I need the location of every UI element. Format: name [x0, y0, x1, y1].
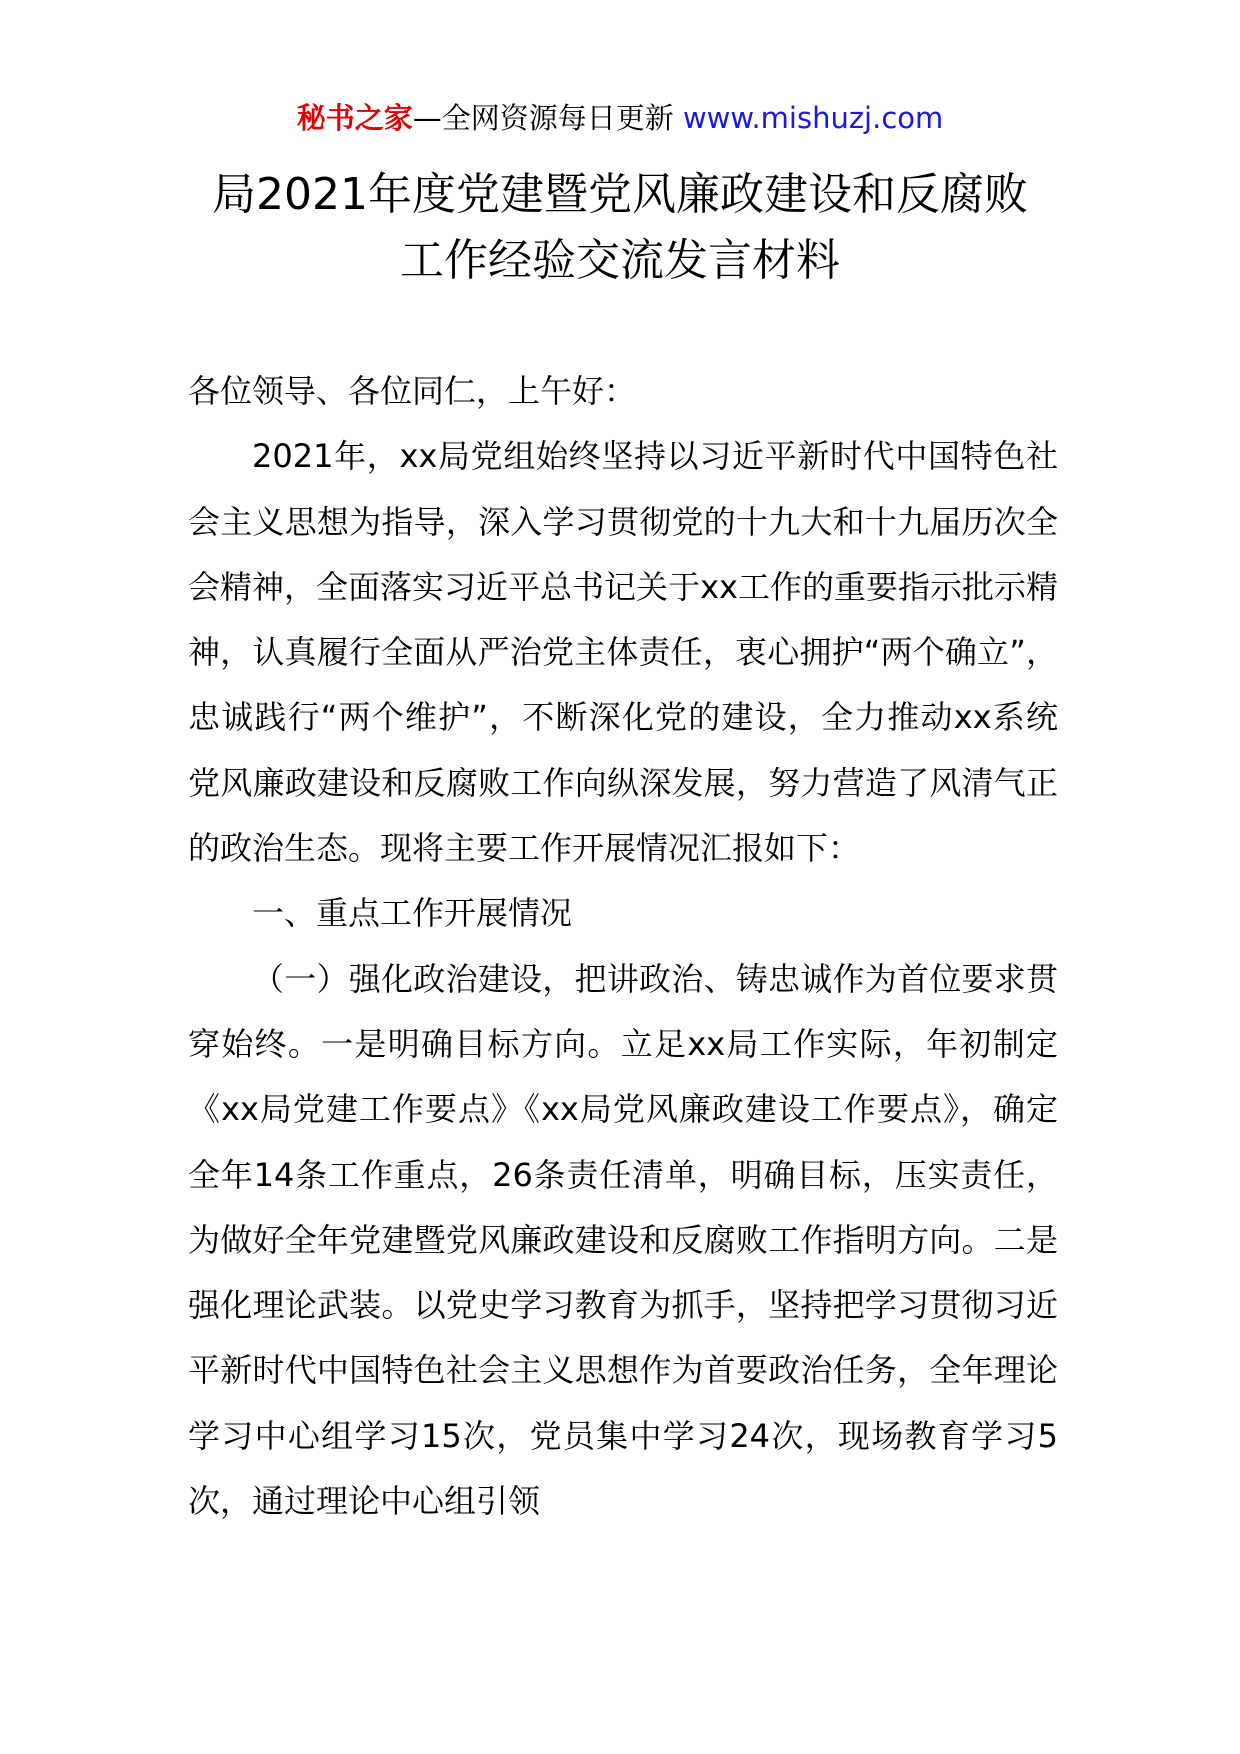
header-slogan: —全网资源每日更新: [412, 101, 683, 135]
intro-paragraph: 2021年，xx局党组始终坚持以习近平新时代中国特色社会主义思想为指导，深入学习贯彻党的十九大和十九届历次全会精神，全面落实习近平总书记关于xx工作的重要指示批示精神，认真履行全面从严治党主体责任，衷心拥护“两个确立”，忠诚践行“两个维护”，不断深化党的建设，全力推动xx系统党风廉政建设和反腐败工作向纵深发展，努力营造了风清气正的政治生态。现将主要工作开展情况汇报如下：: [188, 437, 1058, 868]
section-heading: 一、重点工作开展情况: [252, 894, 573, 933]
site-header: [0, 98, 1240, 138]
brand-name: 秘书之家: [296, 101, 413, 135]
document-body: [188, 359, 1058, 1534]
title-line-2: 工作经验交流发言材料: [400, 235, 840, 286]
header-url[interactable]: www.mishuzj.com: [682, 101, 944, 135]
section-paragraph: （一）强化政治建设，把讲政治、铸忠诚作为首位要求贯穿始终。一是明确目标方向。立足xx局工作实际，年初制定《xx局党建工作要点》《xx局党风廉政建设工作要点》，确定全年14条工作重点，26条责任清单，明确目标，压实责任，为做好全年党建暨党风廉政建设和反腐败工作指明方向。二是强化理论武装。以党史学习教育为抓手，坚持把学习贯彻习近平新时代中国特色社会主义思想作为首要政治任务，全年理论学习中心组学习15次，党员集中学习24次，现场教育学习5次，通过理论中心组引领: [188, 959, 1058, 1521]
greeting: 各位领导、各位同仁，上午好：: [188, 372, 637, 410]
title-line-1: 局2021年度党建暨党风廉政建设和反腐败: [212, 169, 1028, 220]
document-title: [0, 162, 1240, 294]
